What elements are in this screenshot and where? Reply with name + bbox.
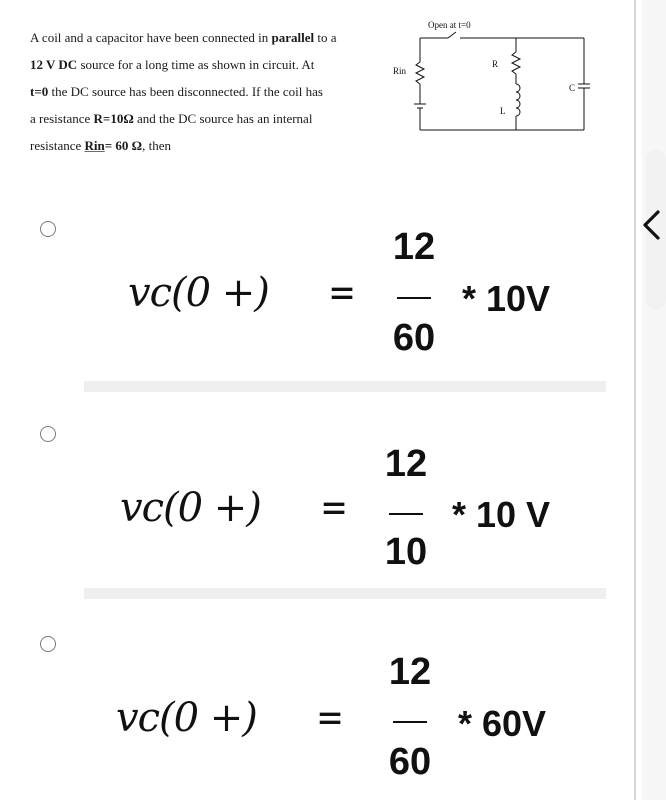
option-2-lhs bbox=[120, 485, 261, 531]
question-line-5 bbox=[30, 132, 400, 159]
r-resistor-symbol bbox=[512, 52, 520, 74]
r-label: R bbox=[492, 59, 499, 69]
question-text-bold: R=10Ω bbox=[93, 111, 134, 126]
option-1-fraction-bar bbox=[397, 297, 431, 299]
l-label: L bbox=[500, 106, 506, 116]
c-label: C bbox=[569, 83, 576, 93]
option-1-numerator: 12 bbox=[392, 226, 436, 268]
rin-label: Rin bbox=[393, 66, 407, 76]
option-2-equals: = bbox=[322, 485, 347, 531]
question-text-part: to a bbox=[314, 30, 337, 45]
option-3-radio[interactable] bbox=[40, 636, 56, 652]
question-text-part: source for a long time as shown in circuit. At bbox=[77, 57, 315, 72]
question-text-part: and the DC source has an internal bbox=[133, 111, 313, 126]
question-text-part: A coil and a capacitor have been connected in bbox=[30, 30, 272, 45]
option-1-lhs-text: vc(0 +) bbox=[128, 270, 269, 316]
question-text-part: a resistance bbox=[30, 111, 94, 126]
option-2-lhs-text: vc(0 +) bbox=[120, 485, 261, 531]
option-1-radio[interactable] bbox=[40, 221, 56, 237]
option-3-lhs bbox=[116, 695, 257, 741]
question-text-bold: 12 V DC bbox=[30, 57, 78, 72]
option-1-denominator: 60 bbox=[392, 317, 436, 359]
switch-label: Open at t=0 bbox=[428, 20, 471, 30]
page-edge bbox=[634, 0, 636, 800]
question-text-bold: = 60 Ω bbox=[104, 138, 143, 153]
question-text-part: the DC source has been disconnected. If the coil has bbox=[48, 84, 323, 99]
question-text bbox=[30, 24, 400, 159]
option-3-lhs-text: vc(0 +) bbox=[116, 695, 257, 741]
option-1-equals: = bbox=[330, 270, 355, 316]
option-divider bbox=[84, 588, 606, 599]
inductor-symbol bbox=[516, 84, 520, 116]
question-text-part: resistance bbox=[30, 138, 85, 153]
scrollbar-track[interactable] bbox=[642, 0, 666, 800]
option-2-numerator: 12 bbox=[384, 443, 428, 485]
option-2-denominator: 10 bbox=[384, 531, 428, 573]
option-1-rhs: * 10V bbox=[462, 278, 551, 319]
option-2-fraction-bar bbox=[389, 513, 423, 515]
option-divider bbox=[84, 381, 606, 392]
option-3-denominator: 60 bbox=[388, 741, 432, 783]
collapse-panel-button[interactable] bbox=[636, 205, 666, 245]
option-3-rhs: * 60V bbox=[458, 703, 547, 744]
question-text-part: , then bbox=[142, 138, 171, 153]
question-text-bold: t=0 bbox=[30, 84, 49, 99]
question-line-4 bbox=[30, 105, 400, 132]
option-3-numerator: 12 bbox=[388, 651, 432, 693]
option-2-radio[interactable] bbox=[40, 426, 56, 442]
circuit-diagram bbox=[388, 18, 610, 146]
question-line-1 bbox=[30, 24, 400, 51]
question-line-3 bbox=[30, 78, 400, 105]
question-text-bold: parallel bbox=[271, 30, 315, 45]
rin-resistor-symbol bbox=[416, 62, 424, 84]
question-text-bold: Rin bbox=[84, 138, 105, 153]
option-1-lhs bbox=[128, 270, 269, 316]
chevron-left-icon bbox=[640, 208, 662, 242]
option-2-rhs: * 10 V bbox=[452, 494, 551, 535]
option-3-equals: = bbox=[318, 695, 343, 741]
option-3-fraction-bar bbox=[393, 721, 427, 723]
question-line-2 bbox=[30, 51, 400, 78]
switch-blade bbox=[448, 32, 456, 38]
